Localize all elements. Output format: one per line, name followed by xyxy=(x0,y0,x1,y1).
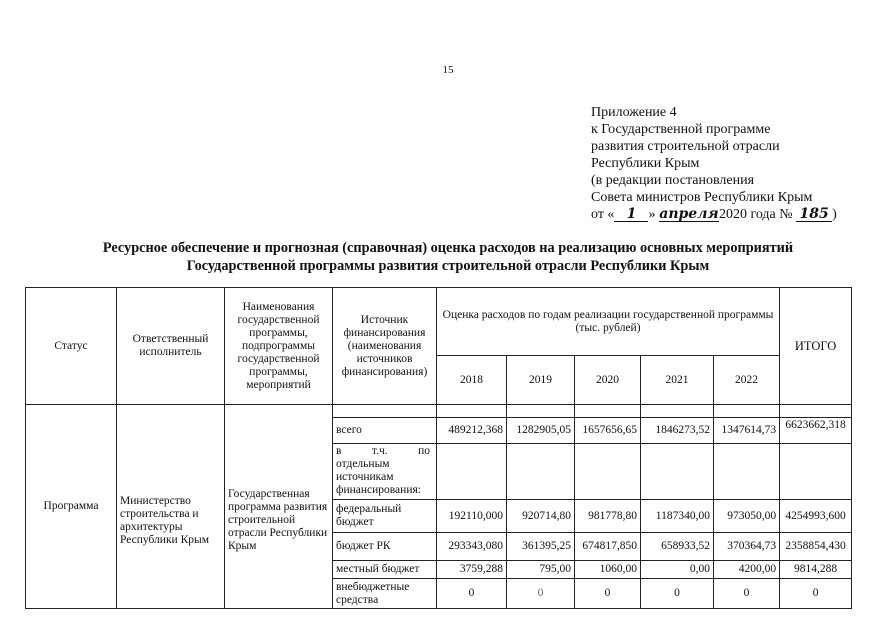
header-year: 2021 xyxy=(641,356,714,405)
value-cell: 1347614,73 xyxy=(714,418,780,444)
source-cell: всего xyxy=(333,418,437,444)
value-cell: 981778,80 xyxy=(575,500,641,533)
executor-text: Министерство строительства и архитектуры Республики Крым xyxy=(120,494,209,546)
header-source: Источник финансирования (наименования источников финансирования) xyxy=(333,288,437,405)
value-cell: 4200,00 xyxy=(714,561,780,579)
value-cell xyxy=(714,444,780,500)
spacer-cell xyxy=(714,405,780,418)
total-cell: 4254993,600 xyxy=(780,500,852,533)
value-cell: 3759,288 xyxy=(437,561,507,579)
value-cell: 0 xyxy=(437,579,507,609)
spacer-cell xyxy=(507,405,575,418)
appendix-line: к Государственной программе xyxy=(591,122,771,137)
appendix-line: развития строительной отрасли xyxy=(591,139,780,154)
spacer-row xyxy=(26,405,852,418)
value-cell: 0 xyxy=(507,579,575,609)
value-cell: 370364,73 xyxy=(714,533,780,561)
value-cell: 0 xyxy=(575,579,641,609)
appendix-block xyxy=(591,104,837,223)
appendix-line: Республики Крым xyxy=(591,156,700,171)
header-status: Статус xyxy=(26,288,117,405)
source-subhead-2: отдельным источникам финансирования: xyxy=(336,458,421,496)
total-cell: 0 xyxy=(780,579,852,609)
source-subhead-1: в т.ч. по xyxy=(336,445,430,457)
value-cell: 1060,00 xyxy=(575,561,641,579)
resource-table xyxy=(25,287,852,609)
header-year: 2019 xyxy=(507,356,575,405)
handwritten-number: 185 xyxy=(796,207,832,222)
spacer-cell xyxy=(333,405,437,418)
spacer-cell xyxy=(780,405,852,418)
closing-paren: ) xyxy=(832,207,837,222)
source-cell: бюджет РК xyxy=(333,533,437,561)
value-cell xyxy=(507,444,575,500)
source-cell xyxy=(333,444,437,500)
title-line-1: Ресурсное обеспечение и прогнозная (справочная) оценка расходов на реализацию основных мероприятий xyxy=(102,240,794,256)
value-cell: 0 xyxy=(641,579,714,609)
appendix-line: Совета министров Республики Крым xyxy=(591,190,813,205)
status-cell: Программа xyxy=(26,405,117,609)
value-cell: 674817,850 xyxy=(575,533,641,561)
header-estimate: Оценка расходов по годам реализации государственной программы (тыс. рублей) xyxy=(437,288,780,356)
total-cell: 2358854,430 xyxy=(780,533,852,561)
date-mid: » xyxy=(648,207,656,222)
header-year: 2020 xyxy=(575,356,641,405)
value-cell: 361395,25 xyxy=(507,533,575,561)
total-cell: 6623662,318 xyxy=(780,418,852,444)
value-cell: 0 xyxy=(714,579,780,609)
executor-cell xyxy=(117,405,225,609)
value-cell xyxy=(641,444,714,500)
value-cell: 0,00 xyxy=(641,561,714,579)
header-row-1 xyxy=(26,288,852,356)
value-cell xyxy=(437,444,507,500)
title-line-2: Государственной программы развития строительной отрасли Республики Крым xyxy=(186,258,710,274)
header-executor: Ответственный исполнитель xyxy=(117,288,225,405)
source-cell: местный бюджет xyxy=(333,561,437,579)
year-text: 2020 года № xyxy=(718,207,793,222)
value-cell: 795,00 xyxy=(507,561,575,579)
spacer-cell xyxy=(575,405,641,418)
value-cell: 293343,080 xyxy=(437,533,507,561)
handwritten-day: 1 xyxy=(614,207,648,222)
header-program-names: Наименования государственной программы, подпрограммы государственной программы, мероприятий xyxy=(225,288,333,405)
value-cell: 973050,00 xyxy=(714,500,780,533)
value-cell: 1657656,65 xyxy=(575,418,641,444)
total-cell: 9814,288 xyxy=(780,561,852,579)
page-number: 15 xyxy=(442,64,454,76)
header-total: ИТОГО xyxy=(780,288,852,405)
spacer-cell xyxy=(641,405,714,418)
document-title xyxy=(0,239,896,275)
value-cell: 192110,000 xyxy=(437,500,507,533)
value-cell: 658933,52 xyxy=(641,533,714,561)
value-cell: 1282905,05 xyxy=(507,418,575,444)
appendix-line: (в редакции постановления xyxy=(591,173,755,188)
program-name-text: Государственная программа развития строительной отрасли Республики Крым xyxy=(228,488,328,552)
header-year: 2022 xyxy=(714,356,780,405)
spacer-cell xyxy=(437,405,507,418)
value-cell: 920714,80 xyxy=(507,500,575,533)
date-prefix: от « xyxy=(591,207,615,222)
handwritten-month: апреля xyxy=(659,206,719,222)
source-cell: федеральный бюджет xyxy=(333,500,437,533)
value-cell: 489212,368 xyxy=(437,418,507,444)
header-year: 2018 xyxy=(437,356,507,405)
program-name-cell xyxy=(225,405,333,609)
source-cell: внебюджетные средства xyxy=(333,579,437,609)
appendix-date-line xyxy=(591,206,837,223)
value-cell xyxy=(575,444,641,500)
total-cell xyxy=(780,444,852,500)
value-cell: 1846273,52 xyxy=(641,418,714,444)
appendix-line: Приложение 4 xyxy=(591,105,677,120)
value-cell: 1187340,00 xyxy=(641,500,714,533)
